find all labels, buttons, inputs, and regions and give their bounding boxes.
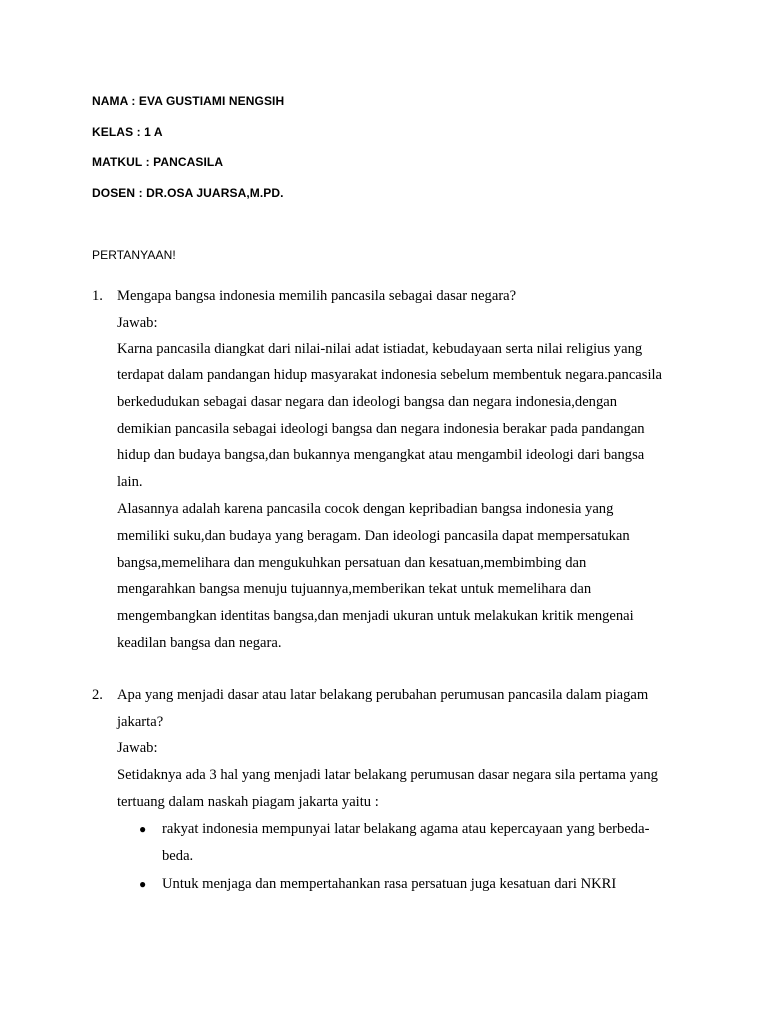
answer-line: demikian pancasila sebagai ideologi bangsa dan negara indonesia berakar pada pandangan: [117, 421, 645, 437]
bullet-icon: ●: [139, 877, 147, 891]
class-info: KELAS : 1 A: [92, 125, 163, 139]
answer-line: Karna pancasila diangkat dari nilai-nilai adat istiadat, kebudayaan serta nilai religius yang: [117, 341, 643, 357]
answer-line: terdapat dalam pandangan hidup masyarakat indonesia sebelum membentuk negara.pancasila: [117, 367, 663, 383]
answer-line: memiliki suku,dan budaya yang beragam. Dan ideologi pancasila dapat mempersatukan: [117, 528, 630, 544]
question-text: jakarta?: [117, 714, 164, 730]
bullet-line: rakyat indonesia mempunyai latar belakang agama atau kepercayaan yang berbeda-: [162, 821, 650, 837]
answer-line: mengembangkan identitas bangsa,dan menjadi ukuran untuk melakukan kritik mengenai: [117, 608, 634, 624]
student-name: NAMA : EVA GUSTIAMI NENGSIH: [92, 94, 285, 108]
answer-line: mengarahkan bangsa menuju tujuannya,memberikan tekat untuk memelihara dan: [117, 581, 592, 597]
question-text: Mengapa bangsa indonesia memilih pancasila sebagai dasar negara?: [117, 288, 517, 304]
answer-label: Jawab:: [117, 740, 158, 756]
answer-line: Setidaknya ada 3 hal yang menjadi latar belakang perumusan dasar negara sila pertama yang: [117, 767, 658, 783]
answer-line: lain.: [117, 474, 143, 490]
lecturer-info: DOSEN : DR.OSA JUARSA,M.PD.: [92, 186, 284, 200]
answer-line: bangsa,memelihara dan mengukuhkan persatuan dan kesatuan,membimbing dan: [117, 555, 587, 571]
answer-label: Jawab:: [117, 315, 158, 331]
bullet-icon: ●: [139, 822, 147, 836]
course-info: MATKUL : PANCASILA: [92, 155, 224, 169]
question-number: 1.: [92, 288, 103, 304]
answer-line: Alasannya adalah karena pancasila cocok dengan kepribadian bangsa indonesia yang: [117, 501, 614, 517]
answer-line: tertuang dalam naskah piagam jakarta yaitu :: [117, 794, 379, 810]
bullet-line: beda.: [162, 848, 194, 864]
answer-line: berkedudukan sebagai dasar negara dan ideologi bangsa dan negara indonesia,dengan: [117, 394, 618, 410]
answer-line: hidup dan budaya bangsa,dan bukannya mengangkat atau mengambil ideologi dari bangsa: [117, 447, 645, 463]
section-title: PERTANYAAN!: [92, 248, 176, 262]
answer-line: keadilan bangsa dan negara.: [117, 635, 282, 651]
question-number: 2.: [92, 687, 103, 703]
bullet-line: Untuk menjaga dan mempertahankan rasa persatuan juga kesatuan dari NKRI: [162, 876, 617, 892]
question-text: Apa yang menjadi dasar atau latar belakang perubahan perumusan pancasila dalam piagam: [117, 687, 649, 703]
